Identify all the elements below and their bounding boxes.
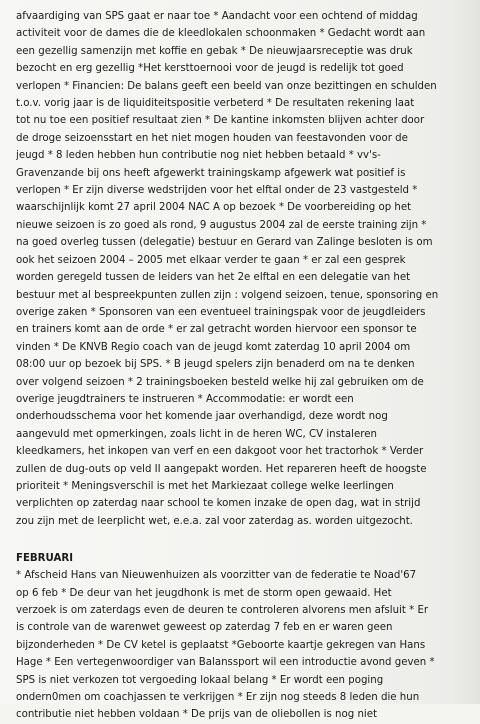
text-line: over volgend seizoen * 2 trainingsboeken besteld welke hij zal gebruiken om de (16, 376, 424, 388)
text-line: bezocht en erg gezellig *Het kersttoernooi voor de jeugd is redelijk tot goed (16, 63, 404, 75)
text-line: de droge seizoensstart en het niet mogen houden van feestavonden voor de (16, 132, 408, 144)
text-line: zullen de dug-outs op veld II aangepakt worden. Het repareren heeft de hoogste (16, 463, 427, 475)
text-line: ondern0men om coachjassen te verkrijgen * Er zijn nog steeds 8 leden die hun (16, 692, 420, 704)
text-line: is controle van de warenwet geweest op zaterdag 7 feb en er waren geen (16, 622, 393, 634)
section-heading-februari: FEBRUARI (16, 553, 74, 565)
text-line: afvaardiging van SPS gaat er naar toe * Aandacht voor een ochtend of middag (16, 11, 418, 22)
text-line: op 6 feb * De deur van het jeugdhonk is met de storm open gewaaid. Het (16, 587, 392, 599)
text-line: overige zaken * Sponsoren van een eventueel trainingspak voor de jeugdleiders (16, 306, 426, 318)
minutes-section-january (16, 8, 468, 530)
minutes-section-februari (16, 567, 468, 724)
text-line: ook het seizoen 2004 – 2005 met elkaar verder te gaan * er zal een gesprek (16, 254, 406, 266)
text-line: verlopen * Financien: De balans geeft een beeld van onze bezittingen en schulden (16, 80, 437, 92)
text-line: overige jeugdtrainers te instrueren * Accommodatie: er wordt een (16, 393, 354, 405)
text-line: contributie niet hebben voldaan * De prijs van de oliebollen is nog niet (16, 709, 377, 721)
text-line: * Afscheid Hans van Nieuwenhuizen als voorzitter van de federatie te Noad'67 (16, 570, 417, 582)
text-line: onderhoudsschema voor het komende jaar overhandigd, deze wordt nog (16, 411, 388, 423)
text-line: activiteit voor de dames die de kleedlokalen schoonmaken * Gedacht wordt aan (16, 28, 426, 40)
text-line: en trainers komt aan de orde * er zal getracht worden hiervoor een sponsor te (16, 324, 417, 336)
text-line: kleedkamers, het inkopen van verf en een dakgoot voor het tractorhok * Verder (16, 446, 424, 458)
text-line: tot nu toe een positief resultaat zien * De kantine inkomsten blijven achter door (16, 115, 425, 127)
text-column (16, 8, 468, 724)
text-line: worden geregeld tussen de leiders van het 2e elftal en een delegatie van het (16, 272, 411, 284)
text-line: een gezellig samenzijn met koffie en gebak * De nieuwjaarsreceptie was druk (16, 45, 413, 57)
text-line: verplichten op zaterdag naar school te komen inzake de open dag, wat in strijd (16, 498, 421, 510)
text-line: waarschijnlijk komt 27 april 2004 NAC A op bezoek * De voorbereiding op het (16, 202, 412, 214)
text-line: SPS is niet verkozen tot vergoeding lokaal belang * Er wordt een poging (16, 674, 384, 686)
text-line: bijzonderheden * De CV ketel is geplaatst *Geboorte kaartje gekregen van Hans (16, 639, 426, 651)
text-line: prioriteit * Meningsverschil is met het Markiezaat college welke leerlingen (16, 480, 394, 492)
text-line: jeugd * 8 leden hebben hun contributie nog niet hebben betaald * vv's- (16, 150, 381, 162)
text-line: t.o.v. vorig jaar is de liquiditeitspositie verbeterd * De resultaten rekening laat (16, 98, 415, 110)
text-line: nieuwe seizoen is zo goed als rond, 9 augustus 2004 zal de eerste training zijn * (16, 219, 427, 231)
text-line: 08:00 uur op bezoek bij SPS. * B jeugd spelers zijn benaderd om na te denken (16, 359, 415, 371)
text-line: Hage * Een vertegenwoordiger van Balanssport wil een introductie avond geven * (16, 657, 435, 669)
text-line: aangevuld met opmerkingen, zoals licht in de heren WC, CV instaleren (16, 428, 377, 440)
text-line: verzoek is om zaterdags even de deuren te controleren alvorens men afsluit * Er (16, 605, 429, 616)
text-line: Gravenzande bij ons heeft afgewerkt trainingskamp afgewerk wat positief is (16, 167, 406, 179)
text-line: bestuur met al bespreekpunten zullen zijn : volgend seizoen, tenue, sponsoring en (16, 289, 439, 301)
text-line: na goed overleg tussen (delegatie) bestuur en Gerard van Zalinge besloten is om (16, 237, 433, 249)
text-line: zou zijn met de leerplicht wet, e.e.a. zal voor zaterdag as. worden uitgezocht. (16, 515, 413, 527)
text-line: vinden * De KNVB Regio coach van de jeugd komt zaterdag 10 april 2004 om (16, 341, 411, 353)
text-line: verlopen * Er zijn diverse wedstrijden voor het elftal onder de 23 vastgesteld * (16, 185, 418, 197)
